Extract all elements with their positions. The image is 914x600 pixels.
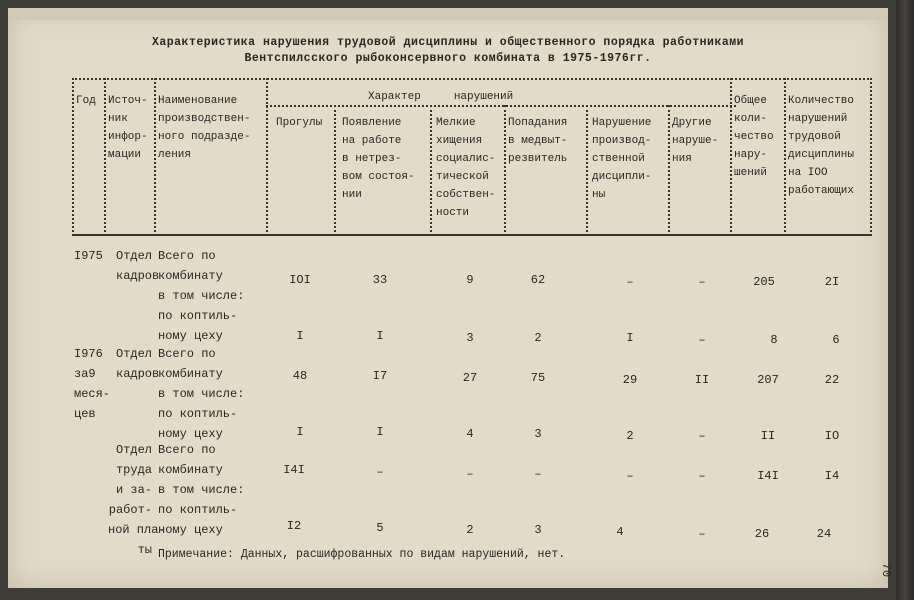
document-page xyxy=(8,8,894,588)
row3-theft: 27 xyxy=(462,371,478,385)
row1-sober: 62 xyxy=(530,273,546,287)
row3-per100: 22 xyxy=(824,373,840,387)
header-bottom-rule xyxy=(72,234,872,236)
col-rule-1 xyxy=(104,78,106,236)
header-total: Общее коли- чество нару- шений xyxy=(734,95,774,179)
row5-unit: Всего по комбинату xyxy=(158,443,223,477)
col-rule-8 xyxy=(668,105,670,236)
row4-production: 2 xyxy=(626,429,634,443)
row2-drunk: I xyxy=(376,329,384,343)
header-other: Другие наруше- ния xyxy=(672,117,719,165)
header-source: Источ- ник инфор- мации xyxy=(108,95,148,161)
row3-other: II xyxy=(694,373,710,387)
row2-absences: I xyxy=(296,329,304,343)
row1-production: – xyxy=(626,275,634,289)
row6-sober: 3 xyxy=(534,523,542,537)
row5-per100: I4 xyxy=(824,469,840,483)
col-rule-11 xyxy=(870,78,872,236)
row5-absences: I4I xyxy=(283,463,305,477)
row1-source: Отдел кадров xyxy=(116,249,160,283)
col-rule-4 xyxy=(334,105,336,236)
row3-source: Отдел кадров xyxy=(116,347,160,381)
row4-theft: 4 xyxy=(466,427,474,441)
row2-other: – xyxy=(698,333,706,347)
row4-drunk: I xyxy=(376,425,384,439)
col-rule-2 xyxy=(154,78,156,236)
row4-unit: в том числе: по коптиль- ному цеху xyxy=(158,387,245,441)
row1-unit: Всего по комбинату xyxy=(158,249,223,283)
row4-sober: 3 xyxy=(534,427,542,441)
row1-other: – xyxy=(698,275,706,289)
header-character: Характер нарушений xyxy=(368,91,514,103)
top-stripe xyxy=(8,8,888,20)
row6-drunk: 5 xyxy=(376,521,384,535)
title-line-2: Вентспилсского рыбоконсервного комбината в 1975-1976гг. xyxy=(244,52,652,65)
row2-total: 8 xyxy=(770,333,778,347)
header-production: Нарушение производ- ственной дисципли- ны xyxy=(592,117,652,201)
row6-total: 26 xyxy=(754,527,770,541)
header-drunk: Появление на работе в нетрез- вом состоя- нии xyxy=(342,117,415,201)
row5-sober: – xyxy=(534,467,542,481)
header-per100: Количество нарушений трудовой дисциплины на IOO работающих xyxy=(788,95,855,197)
title-line-1: Характеристика нарушения трудовой дисциплины и общественного порядка работниками xyxy=(151,36,745,49)
row5-other: – xyxy=(698,469,706,483)
row2-production: I xyxy=(626,331,634,345)
row1-drunk: 33 xyxy=(372,273,388,287)
row5-source: Отдел труда и за- работ- ной пла- ты xyxy=(108,443,166,557)
col-rule-10 xyxy=(784,78,786,236)
row1-theft: 9 xyxy=(466,273,474,287)
row3-sober: 75 xyxy=(530,371,546,385)
row4-other: – xyxy=(698,429,706,443)
row3-year: I976 за9 меся- цев xyxy=(74,347,111,421)
header-unit: Наименование производствен- ного подразде- ления xyxy=(158,95,251,161)
header-year: Год xyxy=(76,95,96,107)
col-rule-0 xyxy=(72,78,74,236)
row6-production: 4 xyxy=(616,525,624,539)
col-rule-3 xyxy=(266,78,268,236)
row6-theft: 2 xyxy=(466,523,474,537)
row1-total: 205 xyxy=(753,275,775,289)
row2-sober: 2 xyxy=(534,331,542,345)
row2-theft: 3 xyxy=(466,331,474,345)
header-sober: Попадания в медвыт- резвитель xyxy=(508,117,568,165)
row3-unit: Всего по комбинату xyxy=(158,347,223,381)
row3-total: 207 xyxy=(757,373,779,387)
binding-edge xyxy=(896,0,914,600)
row5-production: – xyxy=(626,469,634,483)
row5-theft: – xyxy=(466,467,474,481)
row1-absences: IOI xyxy=(289,273,311,287)
col-rule-6 xyxy=(504,105,506,236)
row3-drunk: I7 xyxy=(372,369,388,383)
header-absences: Прогулы xyxy=(276,117,323,129)
col-rule-9 xyxy=(730,78,732,236)
footnote: Примечание: Данных, расшифрованных по видам нарушений, нет. xyxy=(158,548,566,561)
row6-other: – xyxy=(698,527,706,541)
row4-per100: IO xyxy=(824,429,840,443)
table-top-rule xyxy=(72,78,872,80)
col-rule-7 xyxy=(586,105,588,236)
row2-unit: в том числе: по коптиль- ному цеху xyxy=(158,289,245,343)
row4-total: II xyxy=(760,429,776,443)
page-number: 70 xyxy=(879,562,894,578)
row6-absences: I2 xyxy=(286,519,302,533)
col-rule-5 xyxy=(430,105,432,236)
row3-production: 29 xyxy=(622,373,638,387)
row2-per100: 6 xyxy=(832,333,840,347)
row5-total: I4I xyxy=(757,469,779,483)
row1-year: I975 xyxy=(74,249,103,263)
header-theft: Мелкие хищения социалис- тической собствен- ности xyxy=(436,117,496,219)
row3-absences: 48 xyxy=(292,369,308,383)
row5-drunk: – xyxy=(376,465,384,479)
row4-absences: I xyxy=(296,425,304,439)
row6-per100: 24 xyxy=(816,527,832,541)
row1-per100: 2I xyxy=(824,275,840,289)
row6-unit: в том числе: по коптиль- ному цеху xyxy=(158,483,245,537)
